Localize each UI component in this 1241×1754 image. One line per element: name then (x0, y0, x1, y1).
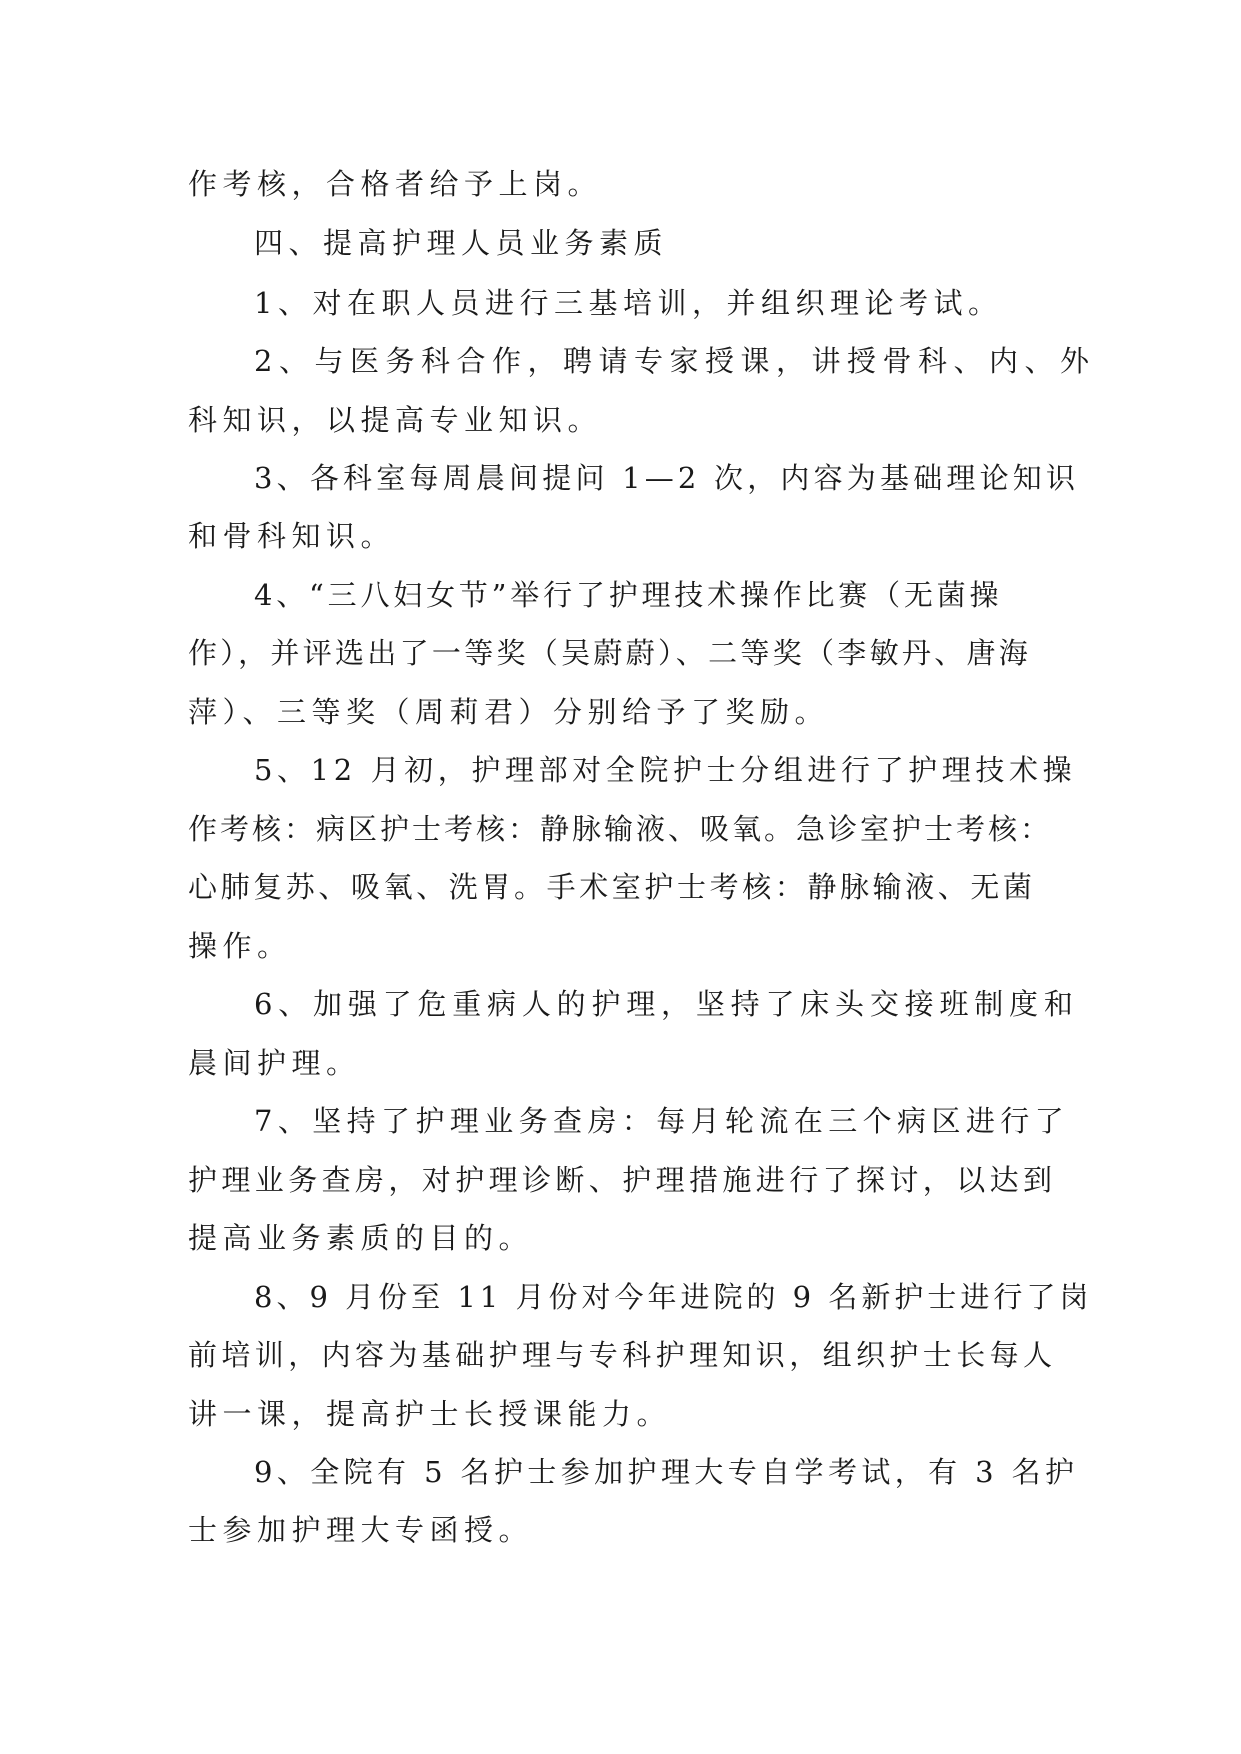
text-line: 9、全院有 5 名护士参加护理大专自学考试，有 3 名护 (254, 1455, 1079, 1489)
text-line: 4、“三八妇女节”举行了护理技术操作比赛（无菌操 (254, 578, 1003, 612)
text-line: 提高业务素质的目的。 (188, 1221, 534, 1255)
text-line: 作），并评选出了一等奖（吴蔚蔚）、二等奖（李敏丹、唐海 (188, 636, 1032, 670)
text-line: 讲一课，提高护士长授课能力。 (188, 1397, 672, 1431)
text-line: 8、9 月份至 11 月份对今年进院的 9 名新护士进行了岗 (254, 1280, 1093, 1314)
text-line: 5、12 月初，护理部对全院护士分组进行了护理技术操 (254, 753, 1077, 787)
text-line: 前培训，内容为基础护理与专科护理知识，组织护士长每人 (188, 1338, 1057, 1372)
text-line: 心肺复苏、吸氧、洗胃。手术室护士考核：静脉输液、无菌 (188, 870, 1036, 904)
text-line: 7、坚持了护理业务查房：每月轮流在三个病区进行了 (254, 1104, 1070, 1138)
text-line: 护理业务查房，对护理诊断、护理措施进行了探讨，以达到 (188, 1163, 1057, 1197)
text-line: 1、对在职人员进行三基培训，并组织理论考试。 (254, 286, 1003, 320)
text-line: 作考核，合格者给予上岗。 (188, 167, 603, 201)
text-line: 士参加护理大专函授。 (188, 1513, 534, 1547)
text-line: 作考核：病区护士考核：静脉输液、吸氧。急诊室护士考核： (188, 812, 1053, 846)
text-line: 晨间护理。 (188, 1046, 361, 1080)
text-line: 和骨科知识。 (188, 519, 396, 553)
section-heading: 四、提高护理人员业务素质 (254, 226, 669, 260)
text-line: 萍）、三等奖（周莉君）分别给予了奖励。 (188, 695, 830, 729)
text-line: 3、各科室每周晨间提问 1—2 次，内容为基础理论知识 (254, 461, 1080, 495)
text-line: 6、加强了危重病人的护理，坚持了床头交接班制度和 (254, 987, 1079, 1021)
text-line: 科知识，以提高专业知识。 (188, 403, 603, 437)
text-line: 操作。 (188, 929, 292, 963)
text-line: 2、与医务科合作，聘请专家授课，讲授骨科、内、外 (254, 344, 1096, 378)
